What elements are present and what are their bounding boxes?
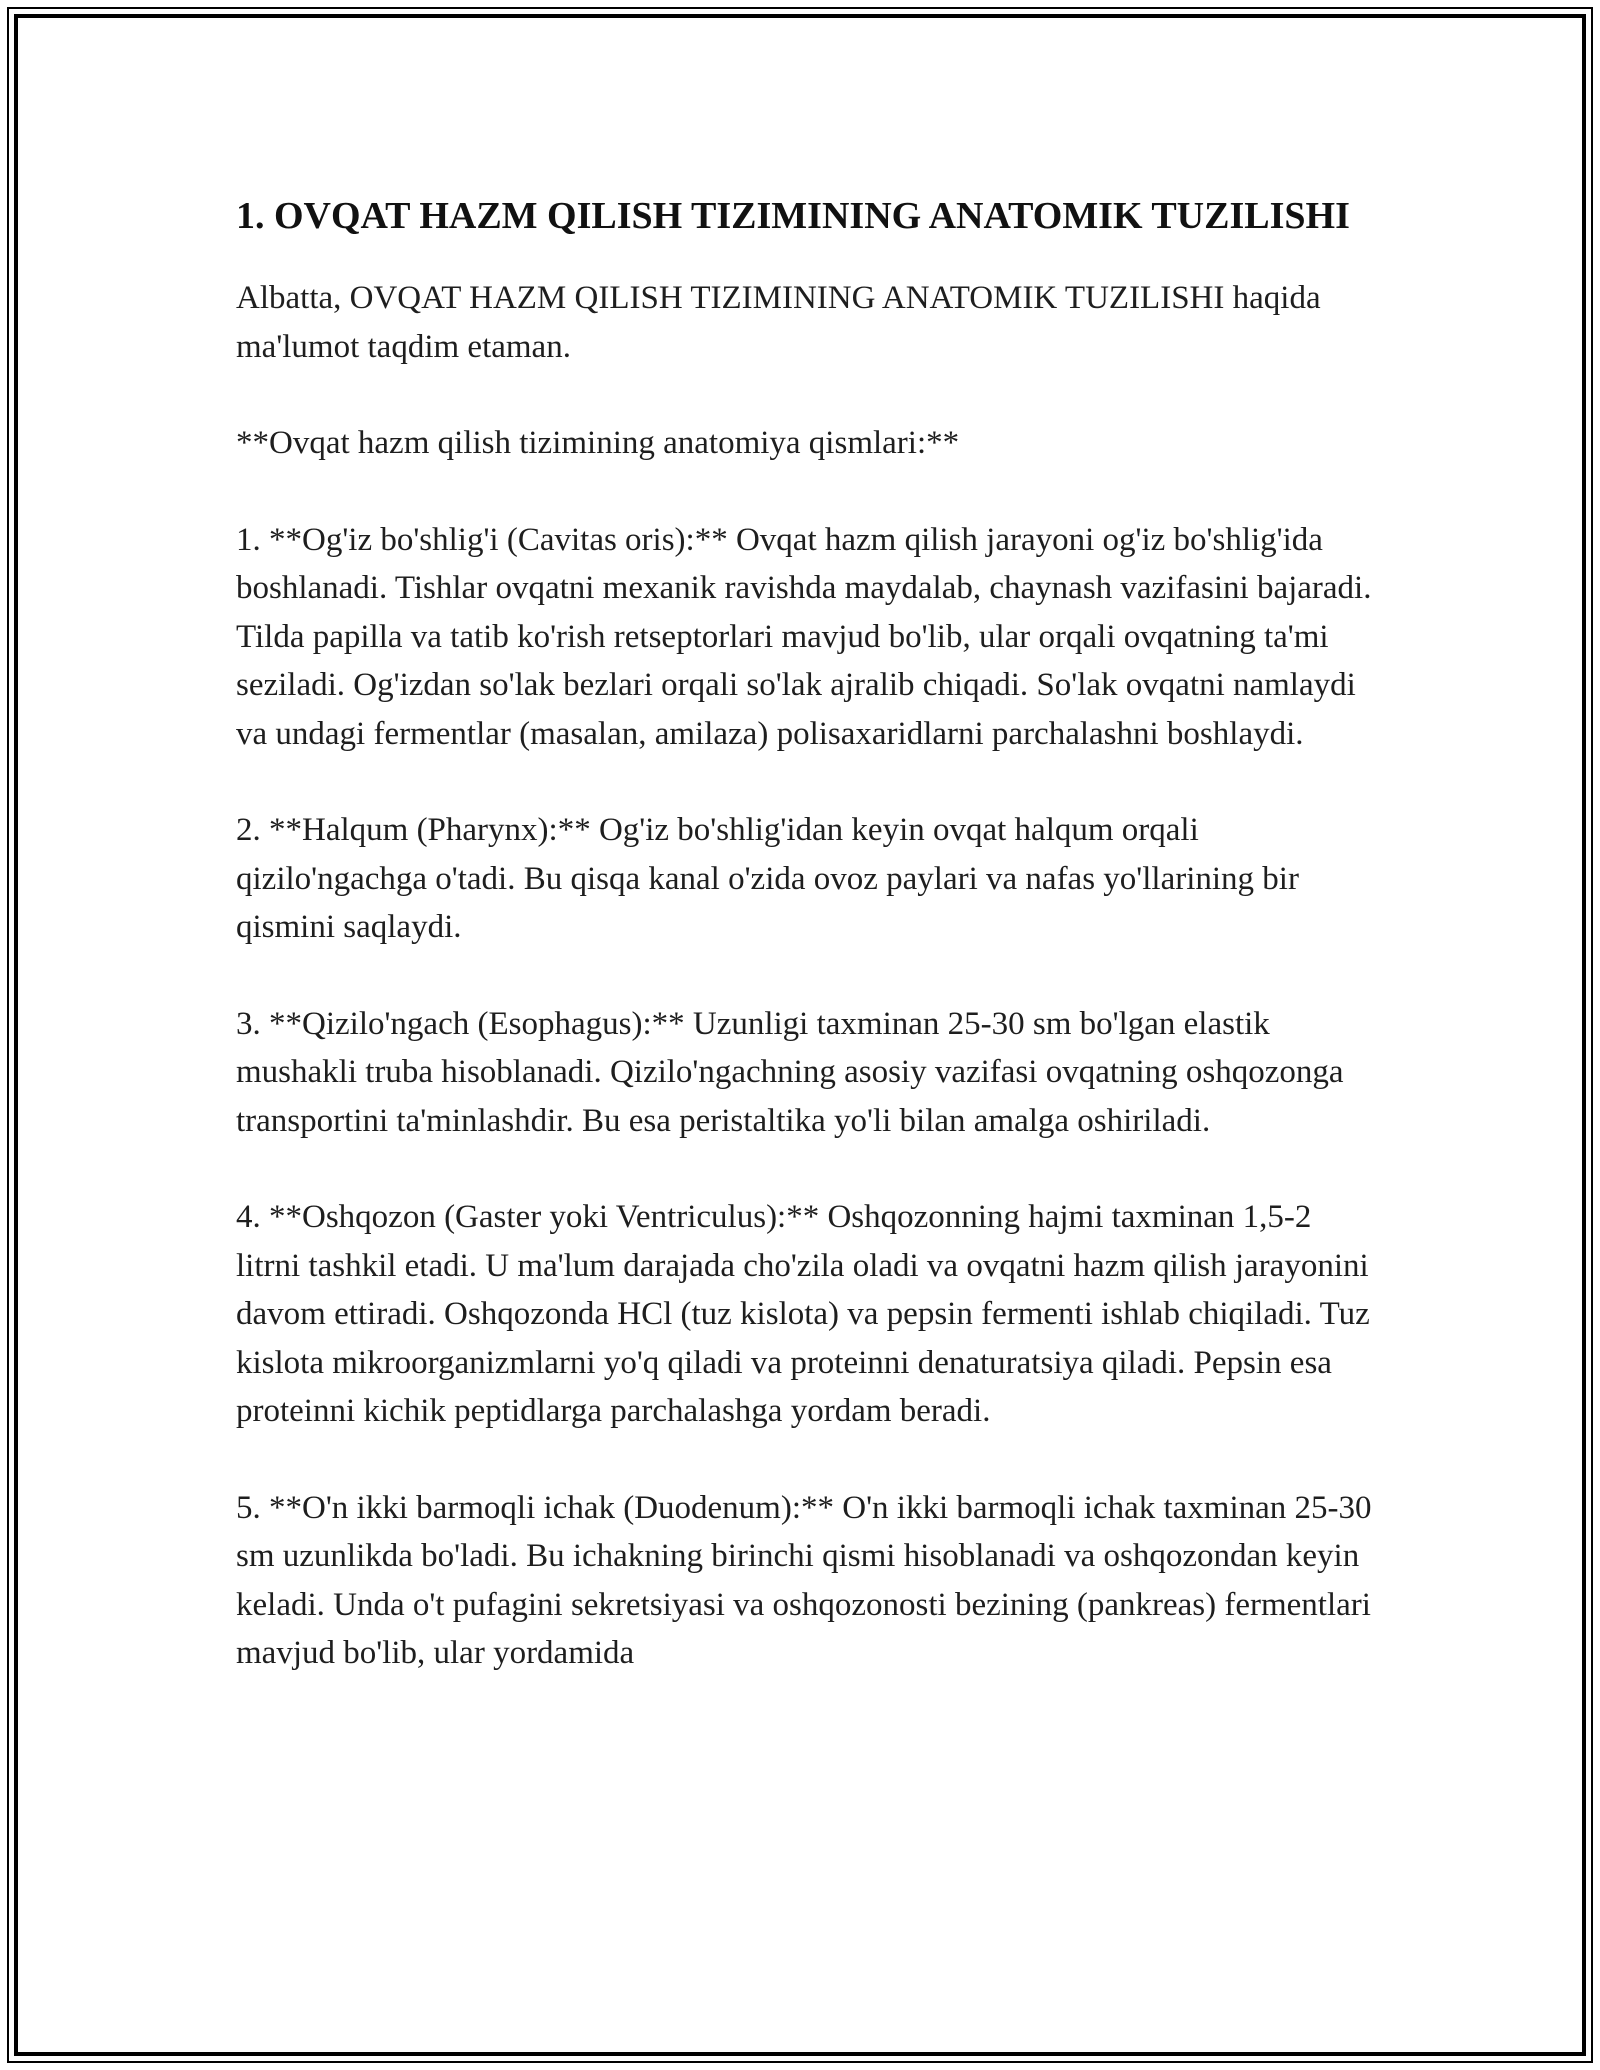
- list-item-duodenum: 5. **O'n ikki barmoqli ichak (Duodenum):** O'n ikki barmoqli ichak taxminan 25-30 sm uzunlikda bo'ladi. Bu ichakning birinchi qismi hisoblanadi va oshqozondan keyin keladi. Unda o't pufagini sekretsiyasi va oshqozonosti bezining (pankreas) fermentlari mavjud bo'lib, ular yordamida: [236, 1489, 1372, 1671]
- list-item-stomach: 4. **Oshqozon (Gaster yoki Ventriculus):** Oshqozonning hajmi taxminan 1,5-2 litrni tashkil etadi. U ma'lum darajada cho'zila oladi va ovqatni hazm qilish jarayonini davom ettiradi. Oshqozonda HCl (tuz kislota) va pepsin fermenti ishlab chiqiladi. Tuz kislota mikroorganizmlarni yo'q qiladi va proteinni denaturatsiya qiladi. Pepsin esa proteinni kichik peptidlarga parchalashga yordam beradi.: [236, 1199, 1370, 1429]
- document-heading: 1. OVQAT HAZM QILISH TIZIMINING ANATOMIK TUZILISHI: [236, 195, 1350, 237]
- list-item-esophagus: 3. **Qizilo'ngach (Esophagus):** Uzunligi taxminan 25-30 sm bo'lgan elastik mushakli truba hisoblanadi. Qizilo'ngachning asosiy vazifasi ovqatning oshqozonga transportini ta'minlashdir. Bu esa peristaltika yo'li bilan amalga oshiriladi.: [236, 1005, 1344, 1139]
- list-item-pharynx: 2. **Halqum (Pharynx):** Og'iz bo'shlig'idan keyin ovqat halqum orqali qizilo'ngachga o'tadi. Bu qisqa kanal o'zida ovoz paylari va nafas yo'llarining bir qismini saqlaydi.: [236, 812, 1299, 945]
- document-body: [236, 188, 1376, 1726]
- list-item-oral-cavity: 1. **Og'iz bo'shlig'i (Cavitas oris):** Ovqat hazm qilish jarayoni og'iz bo'shlig'ida boshlanadi. Tishlar ovqatni mexanik ravishda maydalab, chaynash vazifasini bajaradi. Tilda papilla va tatib ko'rish retseptorlari mavjud bo'lib, ular orqali ovqatning ta'mi seziladi. Og'izdan so'lak bezlari orqali so'lak ajralib chiqadi. So'lak ovqatni namlaydi va undagi fermentlar (masalan, amilaza) polisaxaridlarni parchalashni boshlaydi.: [236, 521, 1372, 752]
- section-label: **Ovqat hazm qilish tizimining anatomiya qismlari:**: [236, 425, 960, 461]
- intro-paragraph: Albatta, OVQAT HAZM QILISH TIZIMINING ANATOMIK TUZILISHI haqida ma'lumot taqdim etaman.: [236, 280, 1321, 365]
